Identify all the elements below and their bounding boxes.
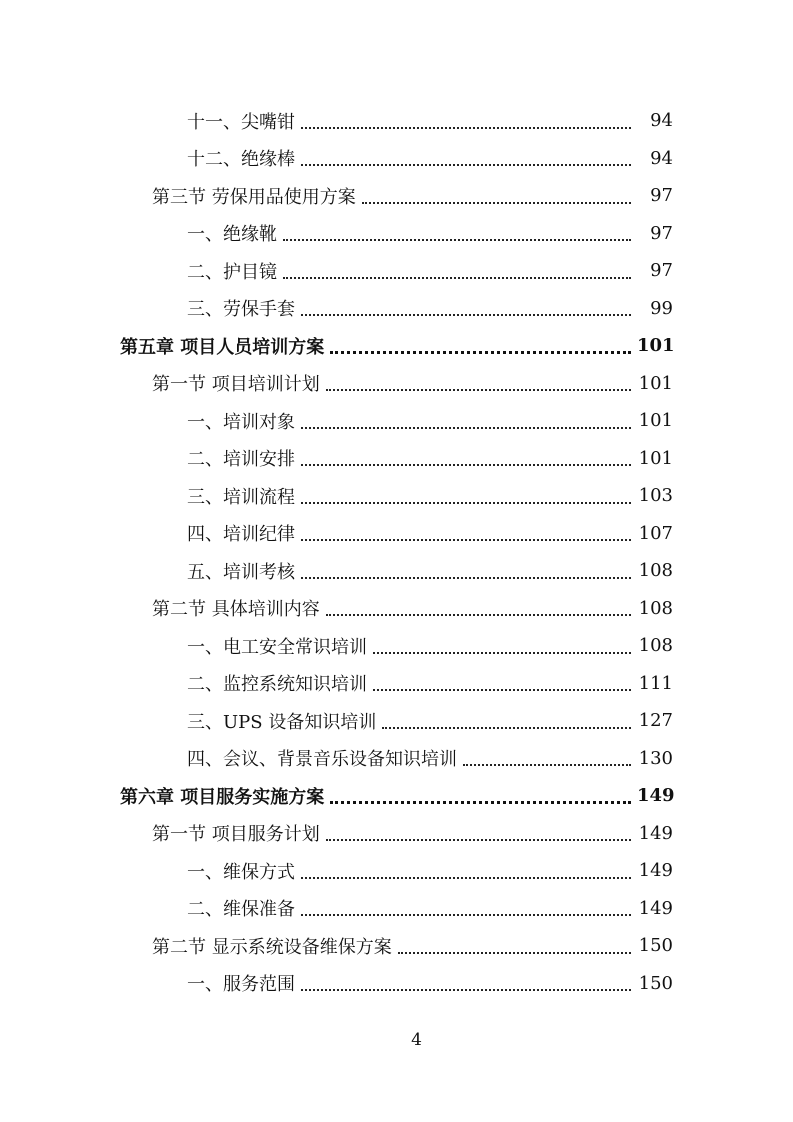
toc-entry-page: 149	[638, 897, 673, 919]
toc-dot-leader	[301, 146, 631, 166]
toc-entry-page: 111	[638, 672, 673, 694]
toc-entry-label: 第五章 项目人员培训方案	[120, 336, 325, 358]
toc-entry-line	[187, 145, 673, 171]
toc-item-entry[interactable]	[0, 402, 793, 440]
toc-dot-leader	[373, 634, 631, 654]
toc-entry-page: 94	[650, 110, 673, 132]
toc-entry-page: 150	[638, 935, 673, 957]
toc-entry-page: 150	[638, 972, 673, 994]
toc-entry-line	[187, 670, 673, 696]
toc-entry-line	[187, 220, 673, 246]
toc-dot-leader	[301, 484, 631, 504]
toc-chapter-entry[interactable]	[0, 327, 793, 365]
toc-entry-page: 97	[650, 260, 673, 282]
toc-dot-leader	[326, 596, 631, 616]
toc-entry-line	[187, 858, 673, 884]
toc-entry-line	[187, 295, 673, 321]
toc-entry-label: 二、维保准备	[187, 899, 295, 921]
toc-dot-leader	[326, 821, 631, 841]
toc-entry-page: 97	[650, 185, 673, 207]
toc-entry-line	[152, 183, 673, 209]
toc-dot-leader	[330, 333, 631, 354]
page-number: 4	[411, 1030, 422, 1050]
toc-item-entry[interactable]	[0, 740, 793, 778]
toc-entry-page: 149	[637, 785, 675, 807]
toc-entry-page: 99	[650, 297, 673, 319]
toc-dot-leader	[301, 446, 631, 466]
toc-section-entry[interactable]	[0, 365, 793, 403]
toc-entry-label: 第一节 项目培训计划	[152, 374, 320, 396]
toc-entry-page: 101	[638, 372, 673, 394]
toc-item-entry[interactable]	[0, 852, 793, 890]
toc-section-entry[interactable]	[0, 815, 793, 853]
toc-dot-leader	[330, 783, 631, 804]
toc-entry-line	[187, 483, 673, 509]
toc-entry-line	[152, 820, 673, 846]
toc-entry-label: 第二节 显示系统设备维保方案	[152, 936, 392, 958]
toc-entry-label: 四、培训纪律	[187, 524, 295, 546]
toc-entry-page: 101	[637, 335, 675, 357]
toc-dot-leader	[362, 184, 631, 204]
toc-entry-label: 五、培训考核	[187, 561, 295, 583]
toc-entry-line	[187, 520, 673, 546]
toc-entry-label: 四、会议、背景音乐设备知识培训	[187, 749, 457, 771]
toc-section-entry[interactable]	[0, 590, 793, 628]
toc-entry-label: 二、监控系统知识培训	[187, 674, 367, 696]
toc-entry-label: 第一节 项目服务计划	[152, 824, 320, 846]
toc-section-entry[interactable]	[0, 927, 793, 965]
toc-entry-page: 127	[638, 710, 673, 732]
toc-item-entry[interactable]	[0, 665, 793, 703]
toc-entry-page: 149	[638, 860, 673, 882]
toc-chapter-entry[interactable]	[0, 777, 793, 815]
toc-entry-line	[187, 895, 673, 921]
toc-dot-leader	[301, 971, 631, 991]
toc-entry-page: 108	[638, 560, 673, 582]
toc-entry-line	[120, 783, 673, 809]
toc-dot-leader	[398, 934, 631, 954]
toc-entry-line	[187, 258, 673, 284]
toc-dot-leader	[301, 521, 631, 541]
toc-entry-label: 三、劳保手套	[187, 299, 295, 321]
toc-entry-label: 一、培训对象	[187, 411, 295, 433]
toc-entry-page: 149	[638, 822, 673, 844]
toc-entry-line	[120, 333, 673, 359]
toc-item-entry[interactable]	[0, 890, 793, 928]
toc-section-entry[interactable]	[0, 177, 793, 215]
toc-dot-leader	[301, 296, 631, 316]
toc-entry-label: 一、维保方式	[187, 861, 295, 883]
toc-dot-leader	[463, 746, 631, 766]
toc-item-entry[interactable]	[0, 552, 793, 590]
toc-entry-line	[187, 708, 673, 734]
toc-entry-line	[187, 633, 673, 659]
toc-entry-label: 第二节 具体培训内容	[152, 599, 320, 621]
toc-entry-line	[152, 933, 673, 959]
toc-entry-label: 十二、绝缘棒	[187, 149, 295, 171]
toc-entry-label: 一、绝缘靴	[187, 224, 277, 246]
toc-item-entry[interactable]	[0, 440, 793, 478]
toc-item-entry[interactable]	[0, 702, 793, 740]
toc-entry-page: 108	[638, 635, 673, 657]
toc-entry-line	[187, 558, 673, 584]
toc-entry-page: 103	[638, 485, 673, 507]
toc-entry-label: 二、培训安排	[187, 449, 295, 471]
toc-dot-leader	[301, 409, 631, 429]
toc-entry-page: 101	[638, 410, 673, 432]
toc-item-entry[interactable]	[0, 290, 793, 328]
toc-entry-line	[152, 370, 673, 396]
toc-entry-line	[187, 445, 673, 471]
toc-entry-page: 108	[638, 597, 673, 619]
toc-entry-label: 十一、尖嘴钳	[187, 111, 295, 133]
toc-item-entry[interactable]	[0, 252, 793, 290]
toc-dot-leader	[301, 109, 631, 129]
toc-entry-label: 第三节 劳保用品使用方案	[152, 186, 356, 208]
toc-item-entry[interactable]	[0, 102, 793, 140]
toc-item-entry[interactable]	[0, 477, 793, 515]
toc-entry-line	[152, 595, 673, 621]
toc-entry-page: 94	[650, 147, 673, 169]
toc-dot-leader	[301, 896, 631, 916]
toc-dot-leader	[326, 371, 631, 391]
toc-entry-page: 107	[638, 522, 673, 544]
toc-dot-leader	[283, 221, 631, 241]
toc-item-entry[interactable]	[0, 627, 793, 665]
toc-item-entry[interactable]	[0, 965, 793, 1003]
toc-entry-line	[187, 970, 673, 996]
toc-dot-leader	[301, 859, 631, 879]
toc-entry-label: 二、护目镜	[187, 261, 277, 283]
toc-entry-line	[187, 108, 673, 134]
table-of-contents	[0, 102, 793, 1002]
toc-entry-label: 第六章 项目服务实施方案	[120, 786, 325, 808]
toc-item-entry[interactable]	[0, 515, 793, 553]
toc-entry-page: 97	[650, 222, 673, 244]
toc-item-entry[interactable]	[0, 140, 793, 178]
toc-dot-leader	[382, 709, 631, 729]
toc-entry-label: 三、UPS 设备知识培训	[187, 711, 377, 733]
toc-item-entry[interactable]	[0, 215, 793, 253]
toc-dot-leader	[373, 671, 631, 691]
toc-entry-label: 一、电工安全常识培训	[187, 636, 367, 658]
toc-dot-leader	[283, 259, 631, 279]
toc-entry-label: 一、服务范围	[187, 974, 295, 996]
toc-entry-line	[187, 408, 673, 434]
toc-entry-page: 130	[638, 747, 673, 769]
toc-entry-label: 三、培训流程	[187, 486, 295, 508]
toc-entry-page: 101	[638, 447, 673, 469]
toc-dot-leader	[301, 559, 631, 579]
toc-entry-line	[187, 745, 673, 771]
